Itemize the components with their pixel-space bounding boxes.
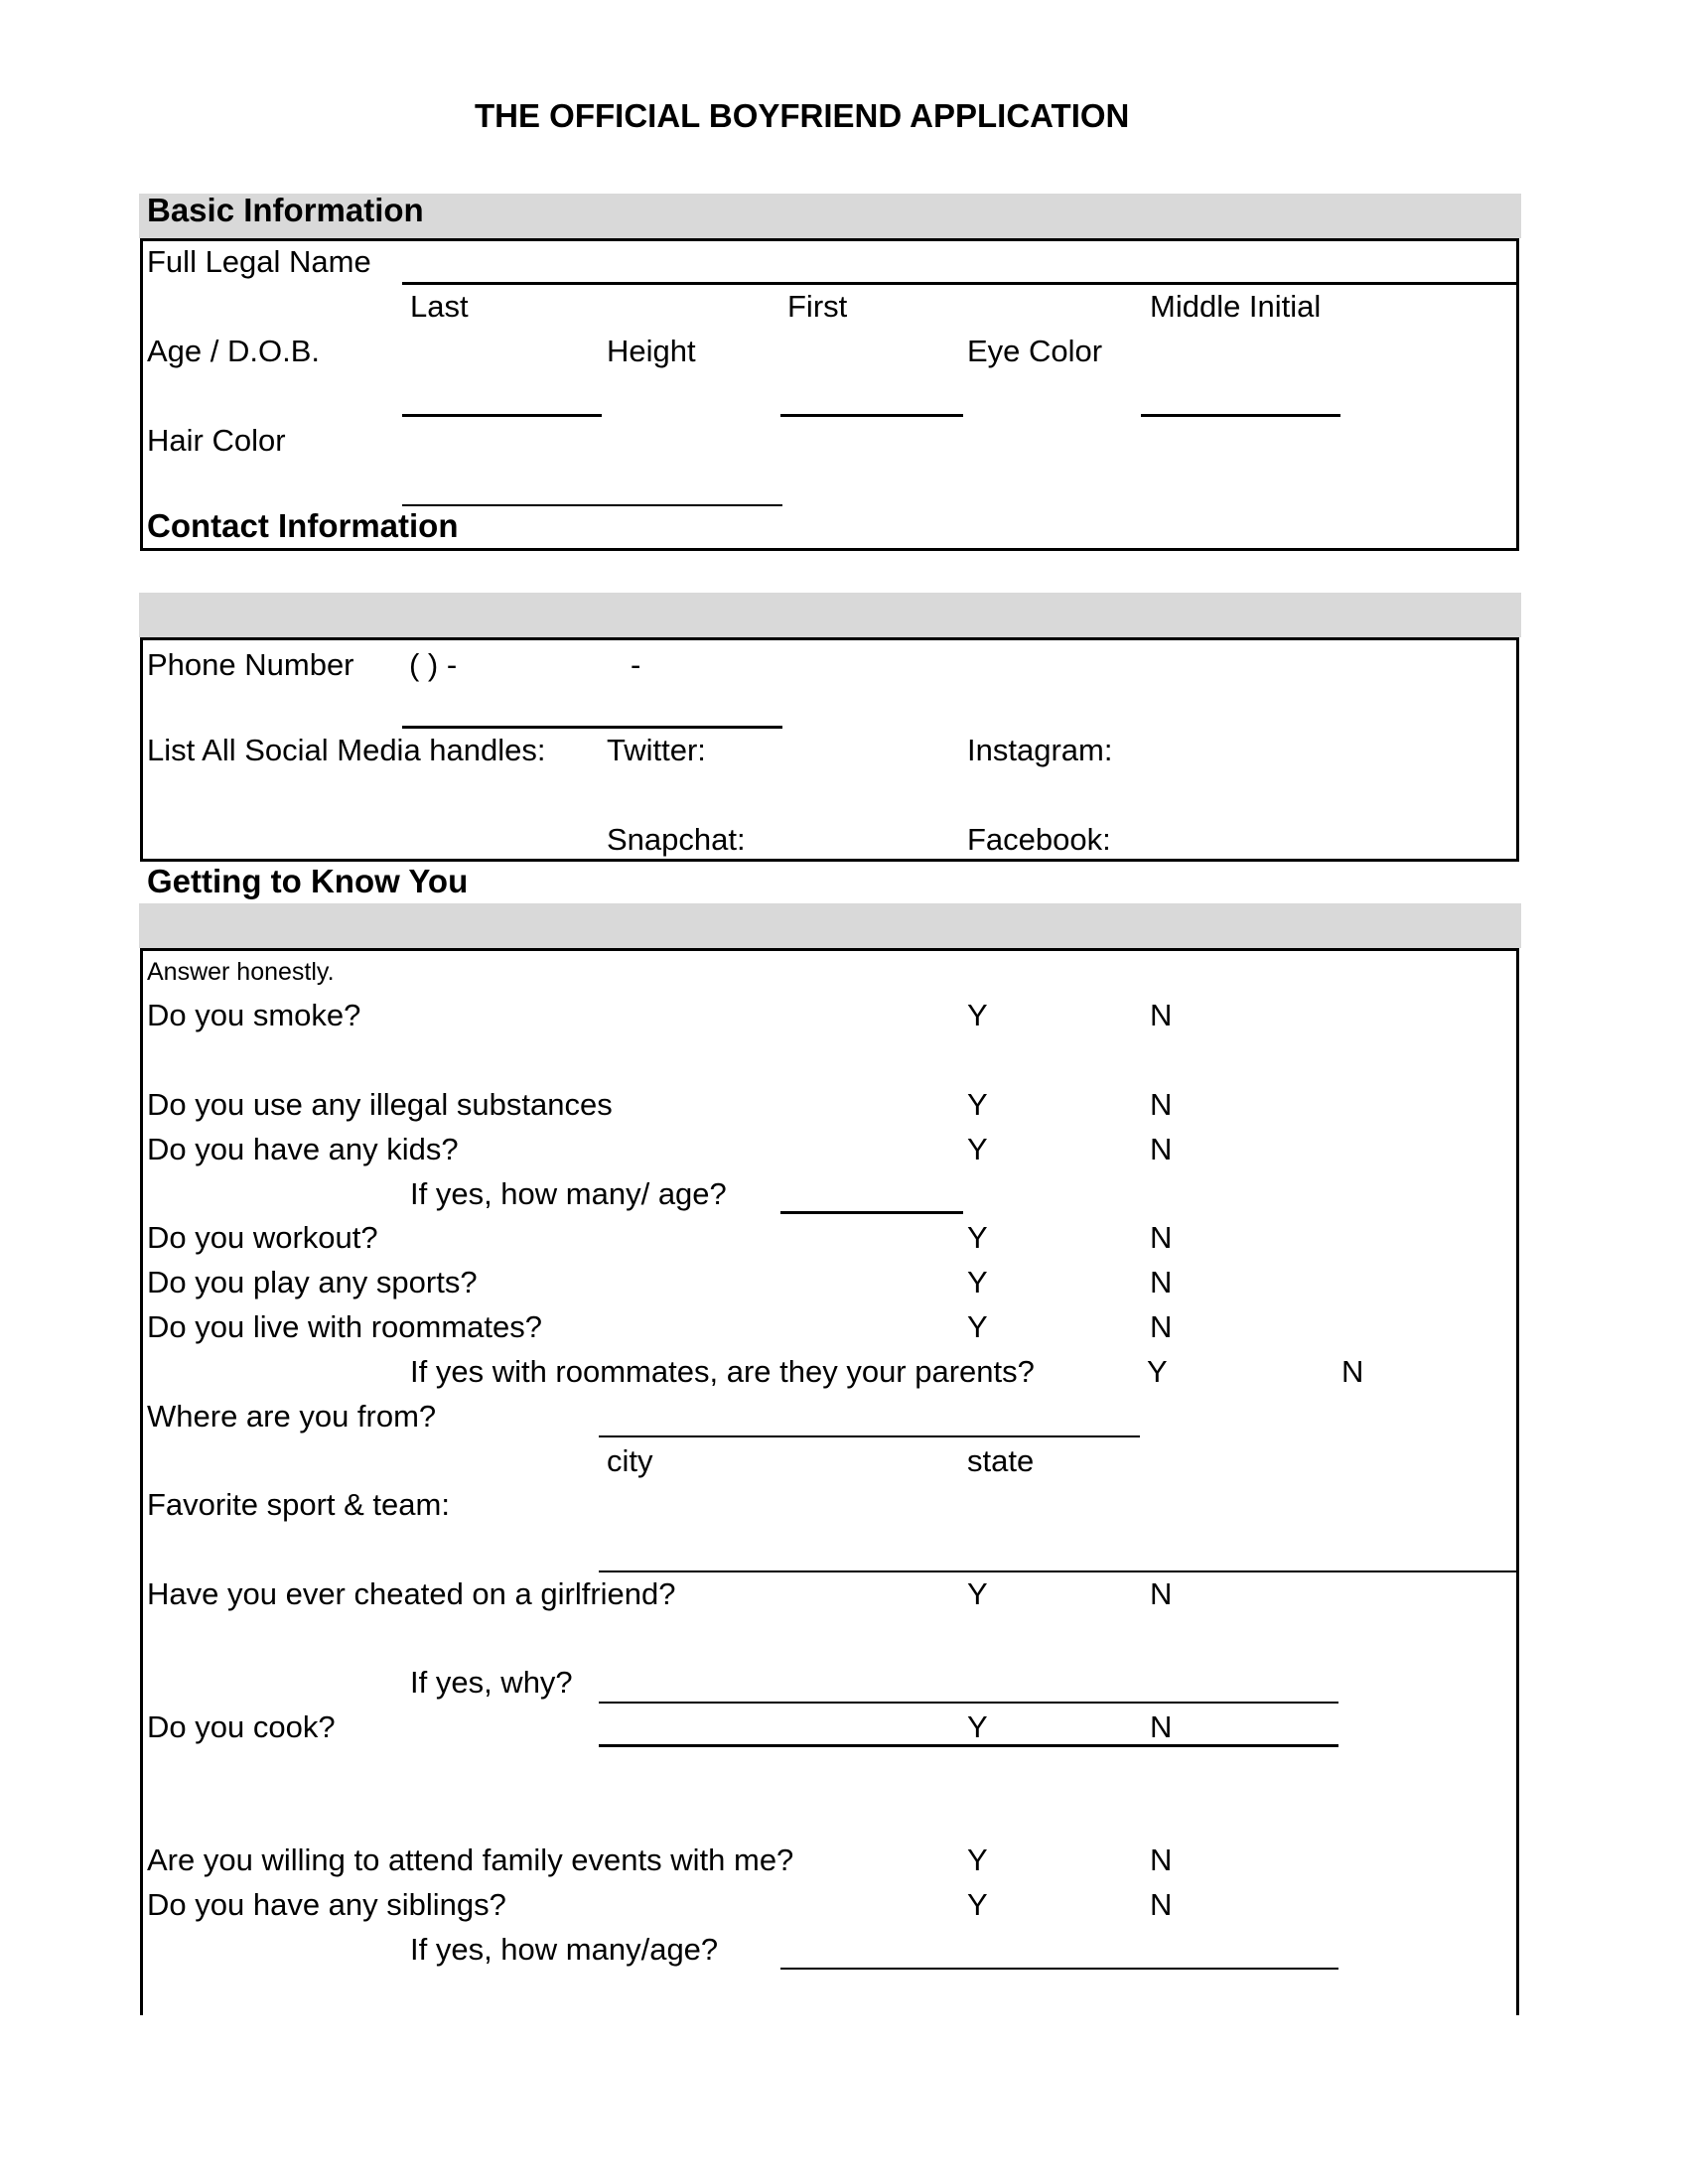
basic-info-heading: Basic Information	[147, 192, 424, 228]
questions-right-border	[1516, 948, 1519, 2015]
illegal-no-option[interactable]: N	[1150, 1087, 1173, 1122]
answer-honestly-instruction: Answer honestly.	[147, 958, 335, 986]
workout-no-option[interactable]: N	[1150, 1220, 1173, 1255]
siblings-no-option[interactable]: N	[1150, 1887, 1173, 1922]
kids-followup-line[interactable]	[780, 1211, 963, 1214]
eye-color-label: Eye Color	[967, 334, 1103, 368]
smoke-no-option[interactable]: N	[1150, 998, 1173, 1032]
instagram-label: Instagram:	[967, 733, 1113, 767]
family-events-no-option[interactable]: N	[1150, 1843, 1173, 1877]
roommates-yes-option[interactable]: Y	[967, 1309, 988, 1344]
workout-question: Do you workout?	[147, 1220, 378, 1255]
family-events-question: Are you willing to attend family events with me?	[147, 1843, 794, 1877]
city-label: city	[607, 1443, 653, 1478]
getting-to-know-header-band	[139, 903, 1521, 948]
illegal-yes-option[interactable]: Y	[967, 1087, 988, 1122]
height-line[interactable]	[780, 414, 963, 417]
cheated-yes-option[interactable]: Y	[967, 1576, 988, 1611]
siblings-yes-option[interactable]: Y	[967, 1887, 988, 1922]
where-from-line[interactable]	[599, 1435, 1140, 1437]
social-media-label: List All Social Media handles:	[147, 733, 546, 767]
cook-line[interactable]	[599, 1744, 1338, 1747]
sports-question: Do you play any sports?	[147, 1265, 478, 1299]
roommates-no-option[interactable]: N	[1150, 1309, 1173, 1344]
family-events-yes-option[interactable]: Y	[967, 1843, 988, 1877]
facebook-label: Facebook:	[967, 822, 1111, 857]
phone-format-dash: -	[631, 647, 641, 682]
smoke-question: Do you smoke?	[147, 998, 361, 1032]
siblings-followup-question: If yes, how many/age?	[410, 1932, 719, 1967]
cheated-followup-question: If yes, why?	[410, 1665, 573, 1700]
workout-yes-option[interactable]: Y	[967, 1220, 988, 1255]
state-label: state	[967, 1443, 1035, 1478]
parents-no-option[interactable]: N	[1341, 1354, 1364, 1389]
cheated-no-option[interactable]: N	[1150, 1576, 1173, 1611]
kids-no-option[interactable]: N	[1150, 1132, 1173, 1166]
roommates-question: Do you live with roommates?	[147, 1309, 542, 1344]
hair-color-label: Hair Color	[147, 423, 286, 458]
favorite-sport-line[interactable]	[599, 1570, 1519, 1572]
phone-number-line[interactable]	[402, 726, 782, 729]
age-dob-label: Age / D.O.B.	[147, 334, 321, 368]
height-label: Height	[607, 334, 696, 368]
hair-color-line[interactable]	[402, 504, 782, 506]
kids-followup-question: If yes, how many/ age?	[410, 1176, 727, 1211]
contact-info-heading: Contact Information	[147, 507, 459, 544]
cook-no-option[interactable]: N	[1150, 1709, 1173, 1744]
siblings-followup-line[interactable]	[780, 1968, 1338, 1970]
cook-question: Do you cook?	[147, 1709, 336, 1744]
contact-info-header-band	[139, 593, 1521, 637]
questions-top-border	[140, 948, 1519, 951]
kids-yes-option[interactable]: Y	[967, 1132, 988, 1166]
twitter-label: Twitter:	[607, 733, 706, 767]
where-from-question: Where are you from?	[147, 1399, 437, 1433]
page-title: THE OFFICIAL BOYFRIEND APPLICATION	[475, 97, 1130, 134]
full-legal-name-label: Full Legal Name	[147, 244, 371, 279]
kids-question: Do you have any kids?	[147, 1132, 459, 1166]
middle-initial-label: Middle Initial	[1150, 289, 1322, 324]
basic-info-box	[140, 238, 1519, 551]
cheated-question: Have you ever cheated on a girlfriend?	[147, 1576, 676, 1611]
sports-yes-option[interactable]: Y	[967, 1265, 988, 1299]
sports-no-option[interactable]: N	[1150, 1265, 1173, 1299]
getting-to-know-heading: Getting to Know You	[147, 863, 469, 899]
phone-format-area: ( ) -	[409, 647, 458, 682]
smoke-yes-option[interactable]: Y	[967, 998, 988, 1032]
eye-color-line[interactable]	[1141, 414, 1340, 417]
questions-left-border	[140, 948, 143, 2015]
illegal-substances-question: Do you use any illegal substances	[147, 1087, 613, 1122]
age-dob-line[interactable]	[402, 414, 602, 417]
first-name-label: First	[787, 289, 848, 324]
parents-yes-option[interactable]: Y	[1147, 1354, 1168, 1389]
roommates-followup-question: If yes with roommates, are they your parents?	[410, 1354, 1035, 1389]
siblings-question: Do you have any siblings?	[147, 1887, 506, 1922]
cook-yes-option[interactable]: Y	[967, 1709, 988, 1744]
cheated-followup-line[interactable]	[599, 1702, 1338, 1704]
phone-number-label: Phone Number	[147, 647, 354, 682]
last-name-label: Last	[410, 289, 469, 324]
full-name-line[interactable]	[402, 282, 1519, 285]
snapchat-label: Snapchat:	[607, 822, 746, 857]
favorite-sport-label: Favorite sport & team:	[147, 1487, 450, 1522]
